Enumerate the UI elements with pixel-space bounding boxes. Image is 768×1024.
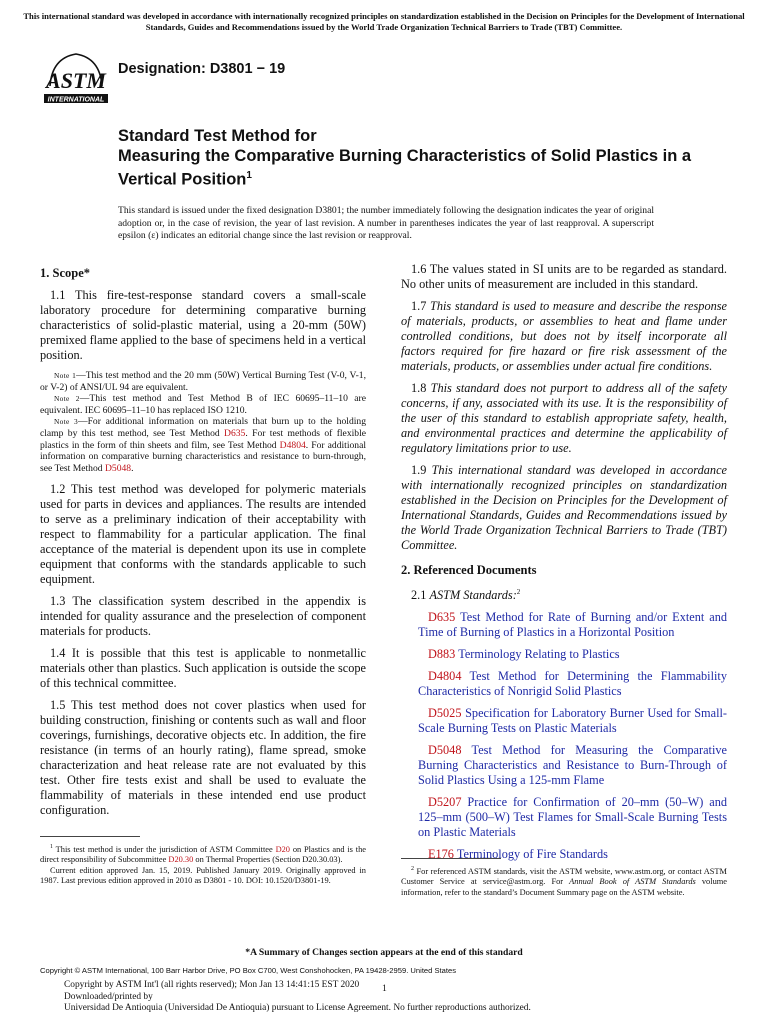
download-line-1: Copyright by ASTM Int'l (all rights reserved); Mon Jan 13 14:41:15 EST 2020 [64, 980, 360, 990]
note-3 [40, 416, 366, 474]
ref-code[interactable]: D5025 [428, 706, 462, 721]
ref-title[interactable]: Terminology Relating to Plastics [458, 647, 620, 662]
para-1-6: 1.6 The values stated in SI units are to be regarded as standard. No other units of measurement are included in this standard. [401, 262, 727, 291]
reference-item[interactable] [401, 669, 727, 699]
footnote-2-para [401, 864, 727, 898]
ref-code[interactable]: D5048 [428, 743, 462, 758]
para-1-9 [401, 463, 727, 553]
footnote-2 [401, 858, 727, 898]
ref-code[interactable]: D635 [428, 610, 456, 625]
reference-item[interactable] [401, 706, 727, 736]
title-footnote-mark[interactable]: 1 [246, 170, 252, 181]
note-3-text-d: . [131, 462, 134, 474]
note-2-label: Note 2 [54, 394, 80, 404]
ref-code[interactable]: D5207 [428, 795, 462, 810]
note-1 [40, 370, 366, 393]
para-1-8 [401, 381, 727, 456]
referenced-heading: 2. Referenced Documents [401, 563, 537, 577]
ref-title[interactable]: Specification for Laboratory Burner Used for Small-Scale Burning Tests on Plastic Materials [418, 706, 727, 736]
para-1-9-num: 1.9 [411, 463, 432, 477]
link-d5048[interactable]: D5048 [104, 462, 132, 474]
scope-heading: 1. Scope* [40, 266, 90, 280]
footnote-1-text-a: This test method is under the jurisdiction of ASTM Committee [53, 844, 276, 854]
footnote-rule [40, 836, 140, 837]
ref-title[interactable]: Test Method for Determining the Flammability Characteristics of Nonrigid Solid Plastics [418, 669, 727, 699]
ref-code[interactable]: D4804 [428, 669, 462, 684]
header-note: This international standard was developed in accordance with internationally recognized principles on standardization established in the Decision on Principles for the Development of International Standards, Guides and Recommendations issued by the World Trade Organization Technical Barriers to Trade (TBT) Committee. [23, 11, 745, 32]
footnote-1-para-2: Current edition approved Jan. 15, 2019. Published January 2019. Originally approved in 1987. Last previous edition approved in 2010 as D3801 - 10. DOI: 10.1520/D3801-19. [40, 865, 366, 886]
para-1-8-num: 1.8 [411, 381, 431, 395]
note-1-label: Note 1 [54, 371, 77, 380]
para-1-3: 1.3 The classification system described in the appendix is intended for quality assurance and the preselection of component materials for products. [40, 594, 366, 639]
download-line-2: Downloaded/printed by [64, 991, 153, 1002]
astm-sub-mark: 2 [516, 588, 521, 596]
right-column [401, 262, 727, 869]
link-d4804[interactable]: D4804 [279, 439, 306, 451]
para-1-5: 1.5 This test method does not cover plastics when used for building construction, finishing or contents such as wall and floor coverings, furnishings, decorative objects etc. In addition, the fire resistance (in terms of an hourly rating), flame spread, smoke characterization and heat release rate are not evaluated by this test. Other fire tests exist and shall be used to evaluate the flammability of materials in these intended end use product configuration. [40, 698, 366, 818]
reference-item[interactable] [401, 647, 727, 662]
title-block [118, 126, 718, 190]
note-3-label: Note 3 [54, 417, 78, 427]
download-info [64, 980, 724, 1015]
logo-sub: INTERNATIONAL [47, 96, 105, 104]
footnote-2-mark: 2 [411, 866, 414, 872]
title-main: Measuring the Comparative Burning Characteristics of Solid Plastics in a Vertical Position [118, 147, 692, 189]
abstract: This standard is issued under the fixed designation D3801; the number immediately following the designation indicates the year of original adoption or, in the case of revision, the year of last revision. A number in parentheses indicates the year of last reapproval. A superscript epsilon (ε) indicates an editorial change since the last revision or reapproval. [118, 205, 654, 241]
ref-title[interactable]: Test Method for Measuring the Comparative Burning Characteristics and Resistance to Burn-Through of Solid Plastics Using a 125-mm Flame [418, 743, 727, 788]
ref-code[interactable]: D883 [428, 647, 456, 662]
logo-lettering: ASTM [46, 68, 106, 93]
para-1-9-text: This international standard was developed in accordance with internationally recognized principles on standardization established in the Decision on Principles for the Development of International Standards, Guides and Recommendations issued by the World Trade Organization Technical Barriers to Trade (TBT) Committee. [401, 463, 727, 552]
note-1-text: —This test method and the 20 mm (50W) Vertical Burning Test (V-0, V-1, or V-2) of ANSI/UL 94 are equivalent. [40, 370, 366, 393]
left-column [40, 262, 366, 825]
footnote-1-para-1 [40, 842, 366, 866]
note-3-text-c: . For additional information on comparative burning characteristics and resistance to burn-through, see Test Method [40, 439, 367, 474]
ref-title[interactable]: Terminology of Fire Standards [456, 847, 608, 862]
para-1-7-num: 1.7 [411, 299, 430, 313]
para-1-1: 1.1 This fire-test-response standard covers a small-scale laboratory procedure for determining comparative burning characteristics of solid-plastic material, using a 20-mm (50W) premixed flame applied to the base of specimens held in a vertical position. [40, 288, 366, 362]
ref-title[interactable]: Test Method for Rate of Burning and/or Extent and Time of Burning of Plastics in a Horizontal Position [418, 610, 727, 640]
footnote-2-text-b: Annual Book of ASTM Standards [569, 877, 696, 887]
reference-item[interactable] [401, 743, 727, 788]
summary-note: *A Summary of Changes section appears at the end of this standard [245, 947, 523, 958]
ref-code[interactable]: E176 [428, 847, 454, 862]
ref-title[interactable]: Practice for Confirmation of 20–mm (50–W) and 125–mm (500–W) Test Flames for Small-Scale Burning Tests on Plastic Materials [418, 795, 727, 840]
reference-list [401, 610, 727, 862]
astm-logo-icon [40, 48, 112, 108]
reference-item[interactable] [401, 610, 727, 640]
para-1-4: 1.4 It is possible that this test is applicable to nonmetallic materials other than plastics. Such application is outside the scope of this technical committee. [40, 646, 366, 691]
para-1-8-text: This standard does not purport to address all of the safety concerns, if any, associated with its use. It is the responsibility of the user of this standard to establish appropriate safety, health, and environmental practices and determine the applicability of regulatory limitations prior to use. [401, 381, 727, 455]
astm-standards-label [401, 585, 727, 603]
reference-item[interactable] [401, 795, 727, 840]
notes [40, 370, 366, 474]
note-2 [40, 393, 366, 416]
footnote-1 [40, 836, 366, 887]
download-line-3: Universidad De Antioquia (Universidad De Antioquia) pursuant to License Agreement. No further reproductions authorized. [64, 1003, 531, 1014]
designation: Designation: D3801 − 19 [118, 61, 286, 77]
footnote-1-mark: 1 [50, 844, 53, 850]
para-1-7 [401, 299, 727, 374]
copyright-line: Copyright © ASTM International, 100 Barr Harbor Drive, PO Box C700, West Conshohocken, PA 19428-2959. United States [40, 966, 457, 975]
link-d635[interactable]: D635 [224, 427, 246, 439]
footnote-1-text-b: on Plastics and is the direct responsibility of Subcommittee [40, 844, 366, 865]
footnote-1-text-c: on Thermal Properties (Section D20.30.03). [193, 855, 343, 865]
footnote-2-text-c: volume information, refer to the standard’s Document Summary page on the ASTM website. [401, 877, 727, 897]
link-d20[interactable]: D20 [275, 844, 290, 854]
note-3-text-b: . For test methods of flexible plastics in the form of thin sheets and film, see Test Method [40, 427, 366, 451]
title-line-2 [118, 146, 718, 190]
link-d20-30[interactable]: D20.30 [168, 855, 194, 865]
note-3-text-a: —For additional information on materials that burn up to the holding clamp by this test method, see Test Method [40, 416, 366, 439]
footnote-rule [401, 858, 501, 859]
page-number: 1 [382, 983, 387, 994]
astm-sub-num: 2.1 [411, 588, 430, 603]
title-line-1: Standard Test Method for [118, 127, 317, 145]
footnote-2-text-a: For referenced ASTM standards, visit the ASTM website, www.astm.org, or contact ASTM Customer Service at service@astm.org. For [401, 866, 727, 887]
para-1-2: 1.2 This test method was developed for polymeric materials used for parts in devices and appliances. The results are intended to serve as a preliminary indication of their acceptability with respect to flammability for a particular application. The final acceptance of the material is dependent upon its use in complete equipment that conforms with the standards applicable to such equipment. [40, 482, 366, 587]
para-1-7-text: This standard is used to measure and describe the response of materials, products, or assemblies to heat and flame under controlled conditions, but does not by itself incorporate all factors required for fire hazard or fire risk assessment of the materials, products, or assemblies under actual fire conditions. [401, 299, 727, 373]
astm-sub-label: ASTM Standards: [429, 588, 517, 603]
note-2-text: —This test method and Test Method B of IEC 60695–11–10 are equivalent. IEC 60695–11–10 has replaced ISO 1210. [40, 393, 366, 416]
